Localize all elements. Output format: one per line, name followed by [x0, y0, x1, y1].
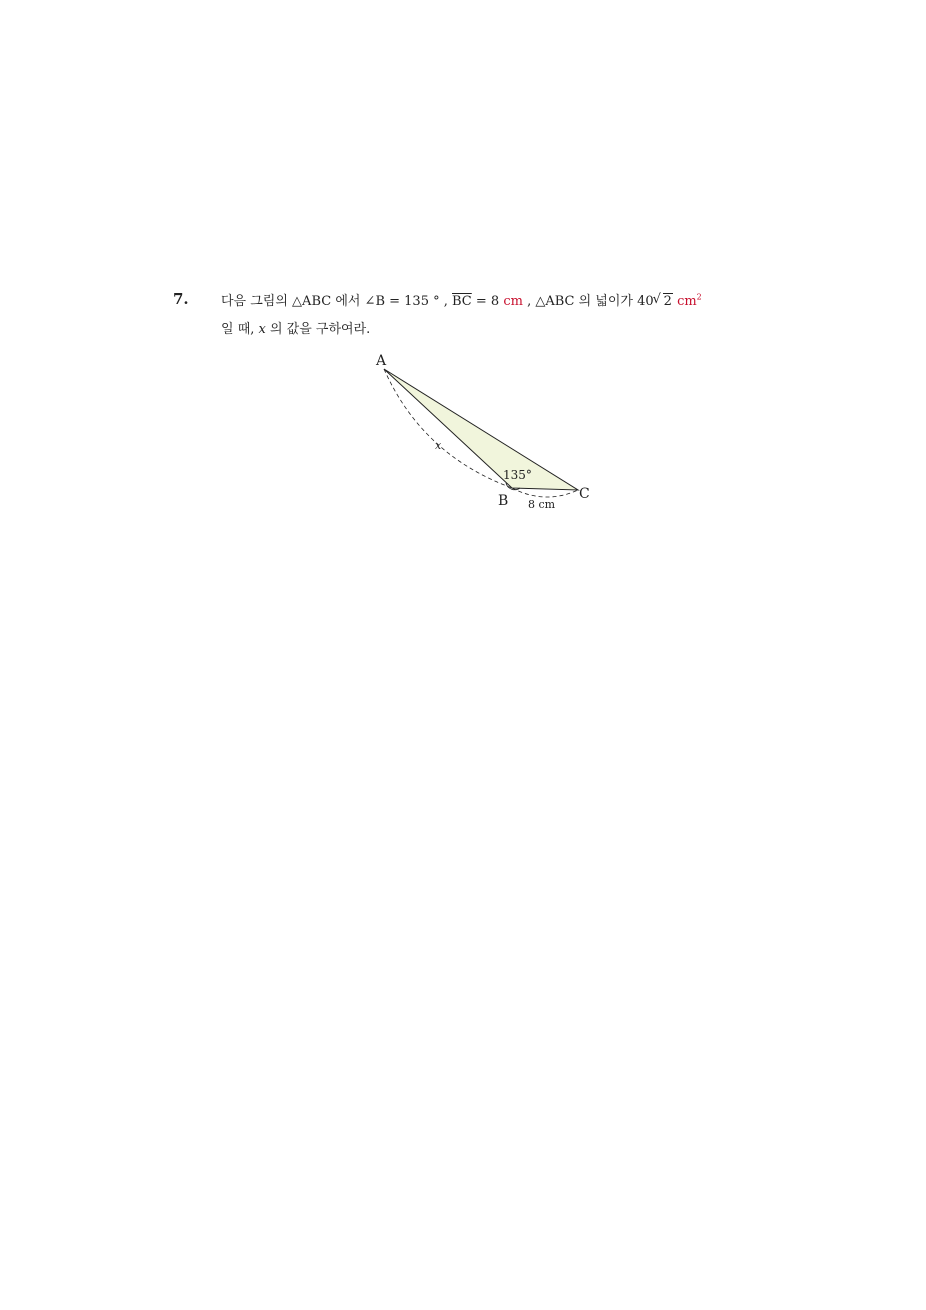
sqrt-value: 2 — [663, 294, 672, 309]
intro-text: 다음 그림의 △ABC 에서 ∠B = 135 ° , — [221, 294, 453, 309]
unit-cm: cm — [503, 294, 523, 309]
triangle-abc — [384, 369, 578, 490]
angle-label: 135° — [503, 468, 532, 482]
problem-number: 7. — [173, 290, 189, 308]
problem-text-line2 — [221, 318, 370, 337]
sqrt-symbol — [654, 294, 673, 309]
equals-text: = 8 — [471, 294, 504, 309]
unit-area-exponent: 2 — [696, 292, 702, 302]
problem-text-line1 — [221, 290, 702, 309]
label-a: A — [376, 353, 387, 369]
variable-x: x — [258, 322, 266, 337]
triangle-figure — [360, 345, 610, 519]
unit-area-base: cm — [677, 294, 697, 309]
area-text: , △ABC 의 넓이가 40 — [522, 294, 654, 309]
unit-area — [677, 294, 702, 309]
line2-suffix: 의 값을 구하여라. — [265, 322, 371, 337]
triangle-svg — [360, 345, 610, 515]
label-c: C — [579, 486, 590, 502]
segment-bc: $\overline{BC}$ — [452, 294, 472, 309]
label-b: B — [498, 493, 509, 509]
side-x-label: x — [435, 439, 442, 452]
line2-prefix: 일 때, — [221, 322, 259, 337]
side-bc-label: 8 cm — [528, 498, 556, 511]
